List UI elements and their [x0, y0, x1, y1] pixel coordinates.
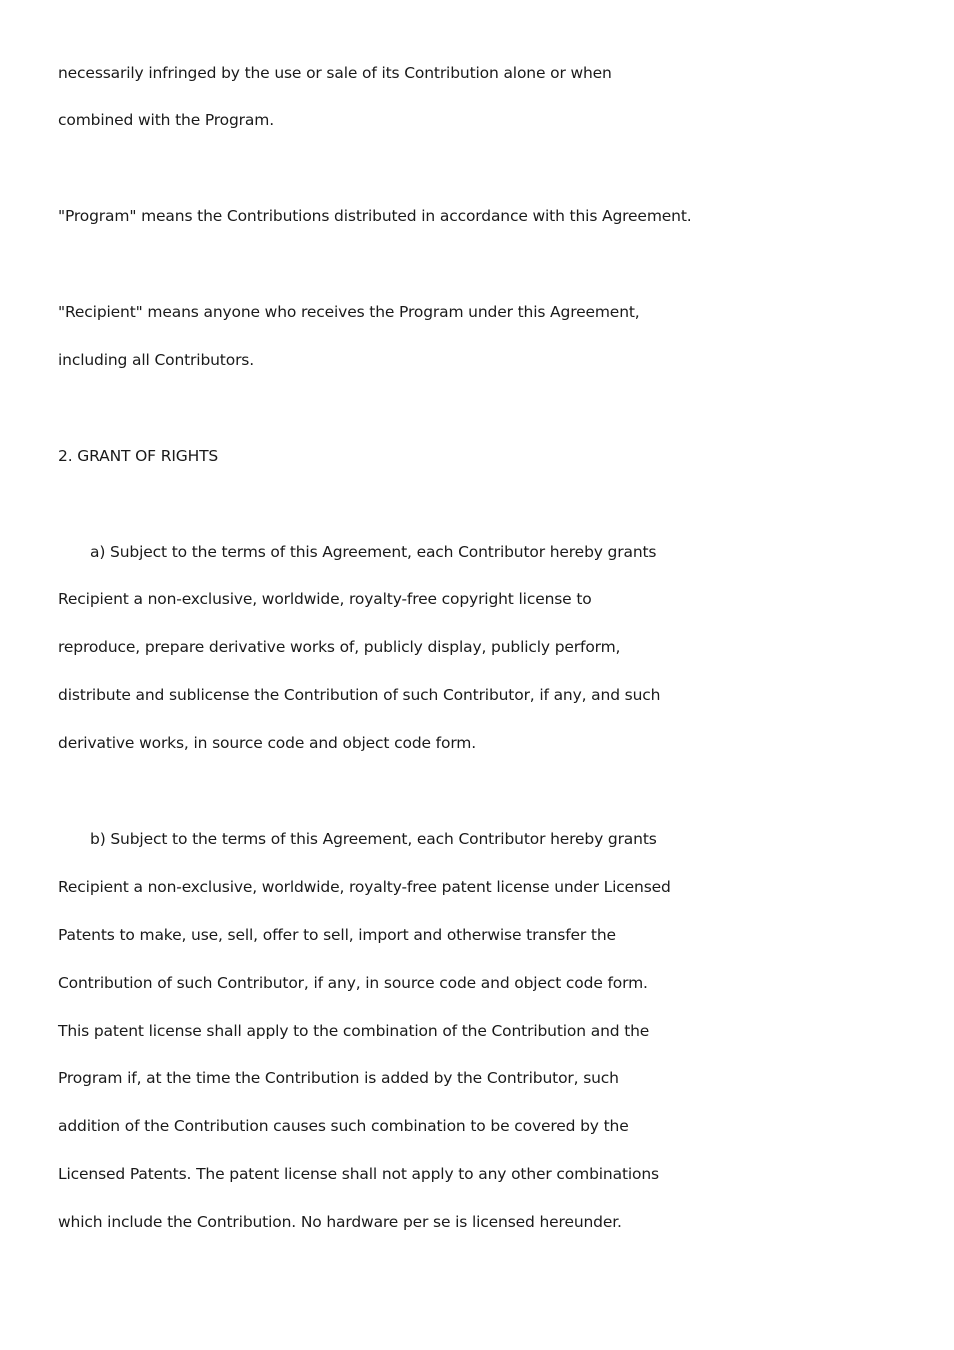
clause-a-line: derivative works, in source code and object code form. — [58, 734, 476, 752]
clause-a-line: a) Subject to the terms of this Agreement, each Contributor hereby grants — [90, 543, 657, 561]
program-definition: "Program" means the Contributions distributed in accordance with this Agreement. — [58, 207, 692, 225]
clause-b-line: Contribution of such Contributor, if any, in source code and object code form. — [58, 974, 648, 992]
paragraph-line: combined with the Program. — [58, 111, 274, 129]
clause-b-line: which include the Contribution. No hardware per se is licensed hereunder. — [58, 1213, 622, 1231]
clause-b-line: This patent license shall apply to the combination of the Contribution and the — [58, 1022, 650, 1040]
clause-b-line: Licensed Patents. The patent license shall not apply to any other combinations — [58, 1165, 659, 1183]
clause-b-line: Patents to make, use, sell, offer to sell, import and otherwise transfer the — [58, 926, 616, 944]
clause-a-line: distribute and sublicense the Contribution of such Contributor, if any, and such — [58, 686, 661, 704]
recipient-definition-line: including all Contributors. — [58, 351, 254, 369]
clause-b-line: b) Subject to the terms of this Agreement, each Contributor hereby grants — [90, 830, 657, 848]
clause-a-line: reproduce, prepare derivative works of, publicly display, publicly perform, — [58, 638, 621, 656]
clause-b-line: addition of the Contribution causes such combination to be covered by the — [58, 1117, 629, 1135]
paragraph-line: necessarily infringed by the use or sale of its Contribution alone or when — [58, 64, 612, 82]
recipient-definition-line: "Recipient" means anyone who receives the Program under this Agreement, — [58, 303, 640, 321]
clause-b-line: Program if, at the time the Contribution is added by the Contributor, such — [58, 1069, 619, 1087]
clause-b-line: Recipient a non-exclusive, worldwide, royalty-free patent license under Licensed — [58, 878, 671, 896]
clause-a-line: Recipient a non-exclusive, worldwide, royalty-free copyright license to — [58, 590, 592, 608]
section-heading: 2. GRANT OF RIGHTS — [58, 447, 219, 465]
